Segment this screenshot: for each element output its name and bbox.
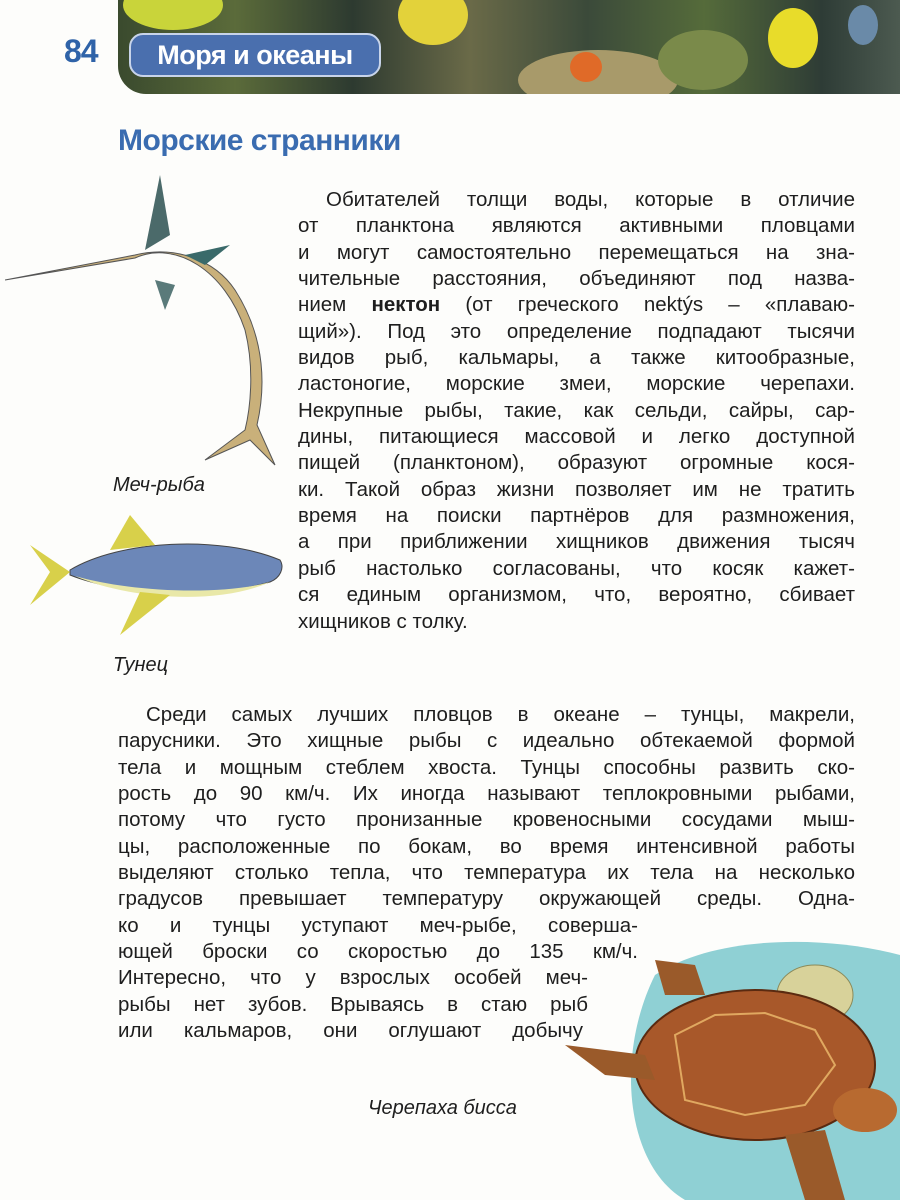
text-line bbox=[298, 292, 855, 318]
text-line: тела и мощным стеблем хвоста. Тунцы способны развить ско- bbox=[118, 755, 855, 779]
paragraph-nekton bbox=[298, 187, 855, 635]
section-label: Моря и океаны bbox=[129, 33, 381, 77]
page-number: 84 bbox=[64, 33, 98, 69]
caption-tuna: Тунец bbox=[113, 654, 169, 676]
term-nekton: нектон bbox=[371, 293, 441, 317]
caption-turtle: Черепаха бисса bbox=[368, 1097, 517, 1119]
text-line: ко и тунцы уступают меч-рыбе, соверша- bbox=[118, 913, 638, 937]
text-line: Интересно, что у взрослых особей меч- bbox=[118, 966, 588, 990]
text-line: дины, питающиеся массовой и легко доступной bbox=[298, 425, 855, 449]
text-line: хищников с толку. bbox=[298, 609, 468, 633]
text-line: щий»). Под это определение подпадают тысячи bbox=[298, 319, 855, 343]
text-line: цы, расположенные по бокам, во время интенсивной работы bbox=[118, 834, 855, 858]
text-line: Некрупные рыбы, такие, как сельди, сайры, сар- bbox=[298, 398, 855, 422]
text-span: (от греческого nektýs – «плаваю- bbox=[440, 293, 855, 317]
text-line: пищей (планктоном), образуют огромные кося- bbox=[298, 451, 855, 475]
text-line: а при приближении хищников движения тысяч bbox=[298, 530, 855, 554]
text-line: чительные расстояния, объединяют под назва- bbox=[298, 267, 855, 291]
text-line: видов рыб, кальмары, а также китообразные, bbox=[298, 346, 855, 370]
text-line: потому что густо пронизанные кровеносными сосудами мыш- bbox=[118, 808, 855, 832]
text-line: или кальмаров, они оглушают добычу bbox=[118, 1019, 583, 1043]
text-line: от планктона являются активными пловцами bbox=[298, 214, 855, 238]
text-span: нием bbox=[298, 293, 372, 317]
tuna-illustration bbox=[30, 510, 290, 640]
text-line: ластоногие, морские змеи, морские черепахи. bbox=[298, 372, 855, 396]
text-line: градусов превышает температуру окружающей среды. Одна- bbox=[118, 887, 855, 911]
text-line: время на поиски партнёров для размножения, bbox=[298, 504, 855, 528]
text-line: парусники. Это хищные рыбы с идеально обтекаемой формой bbox=[118, 729, 855, 753]
text-line: Среди самых лучших пловцов в океане – тунцы, макрели, bbox=[146, 703, 855, 726]
text-line: ся единым организмом, что, вероятно, сбивает bbox=[298, 583, 855, 607]
page-title: Морские странники bbox=[118, 124, 401, 157]
text-line: выделяют столько тепла, что температура их тела на несколько bbox=[118, 861, 855, 885]
text-line: ющей броски со скоростью до 135 км/ч. bbox=[118, 940, 638, 964]
text-line: ки. Такой образ жизни позволяет им не тратить bbox=[298, 477, 855, 501]
text-line: рыб настолько согласованы, что косяк кажет- bbox=[298, 556, 855, 580]
text-line: рыбы нет зубов. Врываясь в стаю рыб bbox=[118, 992, 588, 1016]
turtle-illustration bbox=[565, 935, 900, 1200]
caption-swordfish: Меч-рыба bbox=[113, 474, 205, 496]
swordfish-illustration bbox=[5, 170, 280, 470]
text-line: Обитателей толщи воды, которые в отличие bbox=[326, 188, 855, 211]
text-line: рость до 90 км/ч. Их иногда называют теплокровными рыбами, bbox=[118, 782, 855, 806]
text-line: и могут самостоятельно перемещаться на зна- bbox=[298, 240, 855, 264]
